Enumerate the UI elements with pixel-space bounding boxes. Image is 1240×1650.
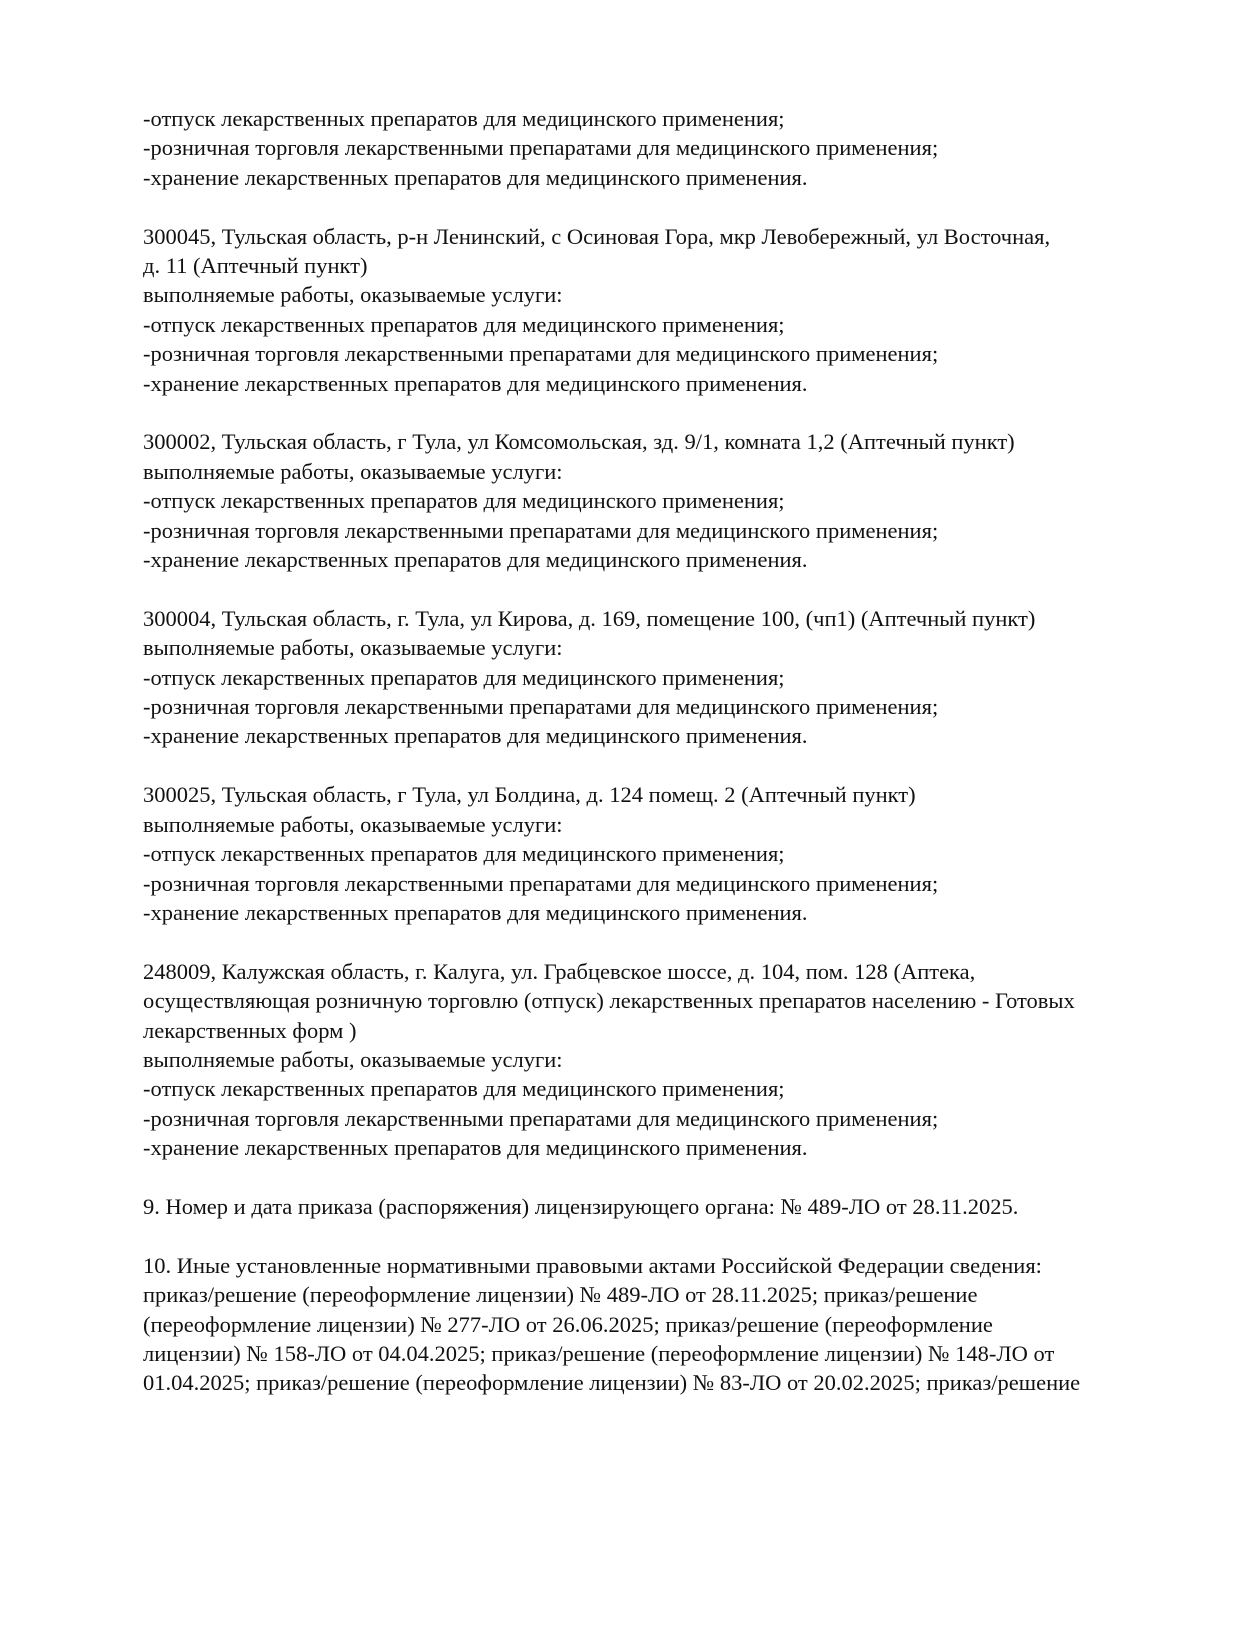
intro-services xyxy=(143,104,1153,192)
item-10-line: 10. Иные установленные нормативными правовыми актами Российской Федерации сведения: xyxy=(143,1252,1042,1278)
address-line: 300002, Тульская область, г Тула, ул Комсомольская, зд. 9/1, комната 1,2 (Аптечный пункт) xyxy=(143,429,1015,455)
address-block xyxy=(143,427,1153,574)
paragraph-gap xyxy=(143,751,1153,780)
address-line: 300025, Тульская область, г Тула, ул Болдина, д. 124 помещ. 2 (Аптечный пункт) xyxy=(143,782,916,808)
service-line: -хранение лекарственных препаратов для медицинского применения. xyxy=(143,899,808,925)
paragraph-gap xyxy=(143,1221,1153,1250)
document-body xyxy=(143,104,1153,1398)
service-line: -отпуск лекарственных препаратов для медицинского применения; xyxy=(143,311,785,337)
service-line: -розничная торговля лекарственными препаратами для медицинского применения; xyxy=(143,517,939,543)
address-block xyxy=(143,604,1153,751)
service-line: -хранение лекарственных препаратов для медицинского применения. xyxy=(143,547,808,573)
service-line: -хранение лекарственных препаратов для медицинского применения. xyxy=(143,370,808,396)
item-10-other-info xyxy=(143,1251,1153,1398)
works-heading: выполняемые работы, оказываемые услуги: xyxy=(143,1046,563,1072)
service-line: -розничная торговля лекарственными препаратами для медицинского применения; xyxy=(143,135,939,161)
service-line: -хранение лекарственных препаратов для медицинского применения. xyxy=(143,164,808,190)
address-line: 300045, Тульская область, р-н Ленинский, с Осиновая Гора, мкр Левобережный, ул Восточная, xyxy=(143,223,1051,249)
works-heading: выполняемые работы, оказываемые услуги: xyxy=(143,458,563,484)
works-heading: выполняемые работы, оказываемые услуги: xyxy=(143,811,563,837)
paragraph-gap xyxy=(143,574,1153,603)
works-heading: выполняемые работы, оказываемые услуги: xyxy=(143,635,563,661)
paragraph-gap xyxy=(143,192,1153,221)
paragraph-gap xyxy=(143,1163,1153,1192)
service-line: -розничная торговля лекарственными препаратами для медицинского применения; xyxy=(143,694,939,720)
service-line: -отпуск лекарственных препаратов для медицинского применения; xyxy=(143,1076,785,1102)
address-line: д. 11 (Аптечный пункт) xyxy=(143,253,368,279)
paragraph-gap xyxy=(143,927,1153,956)
service-line: -отпуск лекарственных препаратов для медицинского применения; xyxy=(143,106,785,131)
address-block xyxy=(143,780,1153,927)
item-10-line: (переоформление лицензии) № 277-ЛО от 26.06.2025; приказ/решение (переоформление xyxy=(143,1311,993,1337)
service-line: -розничная торговля лекарственными препаратами для медицинского применения; xyxy=(143,341,939,367)
address-line: 300004, Тульская область, г. Тула, ул Кирова, д. 169, помещение 100, (чп1) (Аптечный пункт) xyxy=(143,605,1036,631)
service-line: -отпуск лекарственных препаратов для медицинского применения; xyxy=(143,841,785,867)
item-10-line: лицензии) № 158-ЛО от 04.04.2025; приказ/решение (переоформление лицензии) № 148-ЛО от xyxy=(143,1340,1055,1366)
item-10-line: 01.04.2025; приказ/решение (переоформление лицензии) № 83-ЛО от 20.02.2025; приказ/решение xyxy=(143,1370,1081,1396)
address-block xyxy=(143,957,1153,1163)
paragraph-gap xyxy=(143,398,1153,427)
service-line: -отпуск лекарственных препаратов для медицинского применения; xyxy=(143,488,785,514)
address-line: лекарственных форм ) xyxy=(143,1017,357,1043)
address-line: осуществляющая розничную торговлю (отпуск) лекарственных препаратов населению - Готовых xyxy=(143,988,1075,1014)
item-9-order-number: 9. Номер и дата приказа (распоряжения) лицензирующего органа: № 489-ЛО от 28.11.2025. xyxy=(143,1193,1019,1219)
service-line: -отпуск лекарственных препаратов для медицинского применения; xyxy=(143,664,785,690)
service-line: -хранение лекарственных препаратов для медицинского применения. xyxy=(143,723,808,749)
works-heading: выполняемые работы, оказываемые услуги: xyxy=(143,282,563,308)
address-line: 248009, Калужская область, г. Калуга, ул. Грабцевское шоссе, д. 104, пом. 128 (Аптека, xyxy=(143,958,976,984)
item-10-line: приказ/решение (переоформление лицензии) № 489-ЛО от 28.11.2025; приказ/решение xyxy=(143,1282,978,1308)
service-line: -розничная торговля лекарственными препаратами для медицинского применения; xyxy=(143,870,939,896)
service-line: -хранение лекарственных препаратов для медицинского применения. xyxy=(143,1135,808,1161)
service-line: -розничная торговля лекарственными препаратами для медицинского применения; xyxy=(143,1105,939,1131)
address-block xyxy=(143,222,1153,398)
